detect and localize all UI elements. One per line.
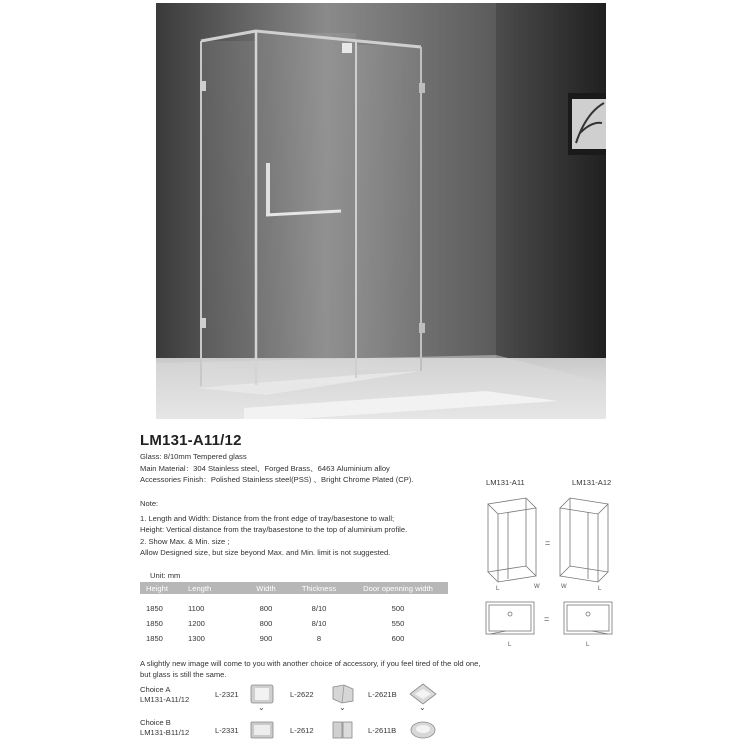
arrow-down-icon: ⌄ xyxy=(258,703,265,712)
notes-block xyxy=(140,498,480,559)
a11-iso-drawing xyxy=(488,498,536,582)
header-length: Length xyxy=(188,583,212,593)
note-heading: Note: xyxy=(140,499,159,508)
product-model-title: LM131-A11/12 xyxy=(140,432,242,449)
a12-dim-l: L xyxy=(598,586,602,592)
cell: 800 xyxy=(259,603,273,613)
product-specs xyxy=(140,451,470,486)
table-row xyxy=(140,617,448,629)
note-line: Allow Designed size, but size beyond Max. and Min. limit is not suggested. xyxy=(140,548,391,557)
note-line: 2. Show Max. & Min. size ; xyxy=(140,536,230,546)
cell: 1200 xyxy=(188,618,205,628)
a11-plan-dim-l: L xyxy=(508,642,512,648)
slogan-line: A slightly new image will come to you with another choice of accessory, if you feel tired of the old one, xyxy=(140,659,481,668)
note-line: 1. Length and Width: Distance from the front edge of tray/basestone to wall; xyxy=(140,513,395,523)
cell: 800 xyxy=(259,618,273,628)
accessory-slogan xyxy=(140,658,560,680)
spec-main-material: Main Material：304 Stainless steel、Forged Brass、6463 Aluminium alloy xyxy=(140,463,390,473)
header-thickness: Thickness xyxy=(301,583,337,593)
a12-plan-dim-l: L xyxy=(586,642,590,648)
enclosure-drawing xyxy=(478,474,628,654)
size-table xyxy=(140,582,448,644)
a12-iso-drawing xyxy=(560,498,608,582)
acc-code-b3: L-2611B xyxy=(368,726,397,735)
table-row xyxy=(140,632,448,644)
cell: 1850 xyxy=(146,618,163,628)
a12-dim-w: W xyxy=(561,584,567,590)
acc-code-b1: L-2331 xyxy=(215,726,239,735)
header-height: Height xyxy=(146,583,168,593)
schematic-drawings xyxy=(478,474,628,654)
note-line: Height: Vertical distance from the tray/basestone to the top of aluminium profile. xyxy=(140,525,408,534)
acc-code-b2: L-2612 xyxy=(290,726,314,735)
spec-accessories-finish: Accessories Finish：Polished Stainless steel(PSS) 、Bright Chrome Plated (CP). xyxy=(140,475,414,484)
choice-b-title: Choice B xyxy=(140,718,171,727)
cell: 1100 xyxy=(188,603,205,613)
spec-glass: Glass: 8/10mm Tempered glass xyxy=(140,452,247,461)
a11-plan-drawing xyxy=(486,602,534,634)
cell: 900 xyxy=(259,633,273,643)
cell: 600 xyxy=(391,633,405,643)
cell: 1300 xyxy=(188,633,205,643)
acc-code-a2: L-2622 xyxy=(290,690,314,699)
header-door-width: Door openning width xyxy=(363,583,433,593)
drawing-label-a12: LM131-A12 xyxy=(572,478,612,487)
equal-mark: = xyxy=(545,538,551,548)
acc-code-a1: L-2321 xyxy=(215,690,239,699)
unit-label: Unit: mm xyxy=(150,571,181,580)
cell: 8/10 xyxy=(311,618,327,628)
table-row xyxy=(140,602,448,614)
cell: 8 xyxy=(316,633,322,643)
hinge-l2331-icon xyxy=(248,718,276,742)
clamp-l2611b-icon xyxy=(408,718,438,742)
a11-dim-w: W xyxy=(534,584,540,590)
cell: 1850 xyxy=(146,633,163,643)
drawing-label-a11: LM131-A11 xyxy=(486,478,525,487)
shower-enclosure-illustration xyxy=(156,3,606,419)
slogan-line: but glass is still the same. xyxy=(140,670,227,679)
choice-b-model: LM131-B11/12 xyxy=(140,728,190,737)
a11-dim-l: L xyxy=(496,586,500,592)
choice-a-label xyxy=(140,685,189,705)
acc-code-a3: L-2621B xyxy=(368,690,397,699)
choice-a-title: Choice A xyxy=(140,685,171,694)
arrow-down-icon: ⌄ xyxy=(339,703,346,712)
cell: 1850 xyxy=(146,603,163,613)
arrow-down-icon: ⌄ xyxy=(419,703,426,712)
size-table-header xyxy=(140,582,448,594)
clamp-l2612-icon xyxy=(330,718,356,742)
cell: 550 xyxy=(391,618,405,628)
choice-b-label xyxy=(140,718,189,738)
equal-mark-plan: = xyxy=(544,614,550,624)
cell: 500 xyxy=(391,603,405,613)
cell: 8/10 xyxy=(311,603,327,613)
product-photo xyxy=(156,3,606,419)
header-width: Width xyxy=(256,583,276,593)
choice-a-model: LM131-A11/12 xyxy=(140,695,190,704)
a12-plan-drawing xyxy=(564,602,612,634)
